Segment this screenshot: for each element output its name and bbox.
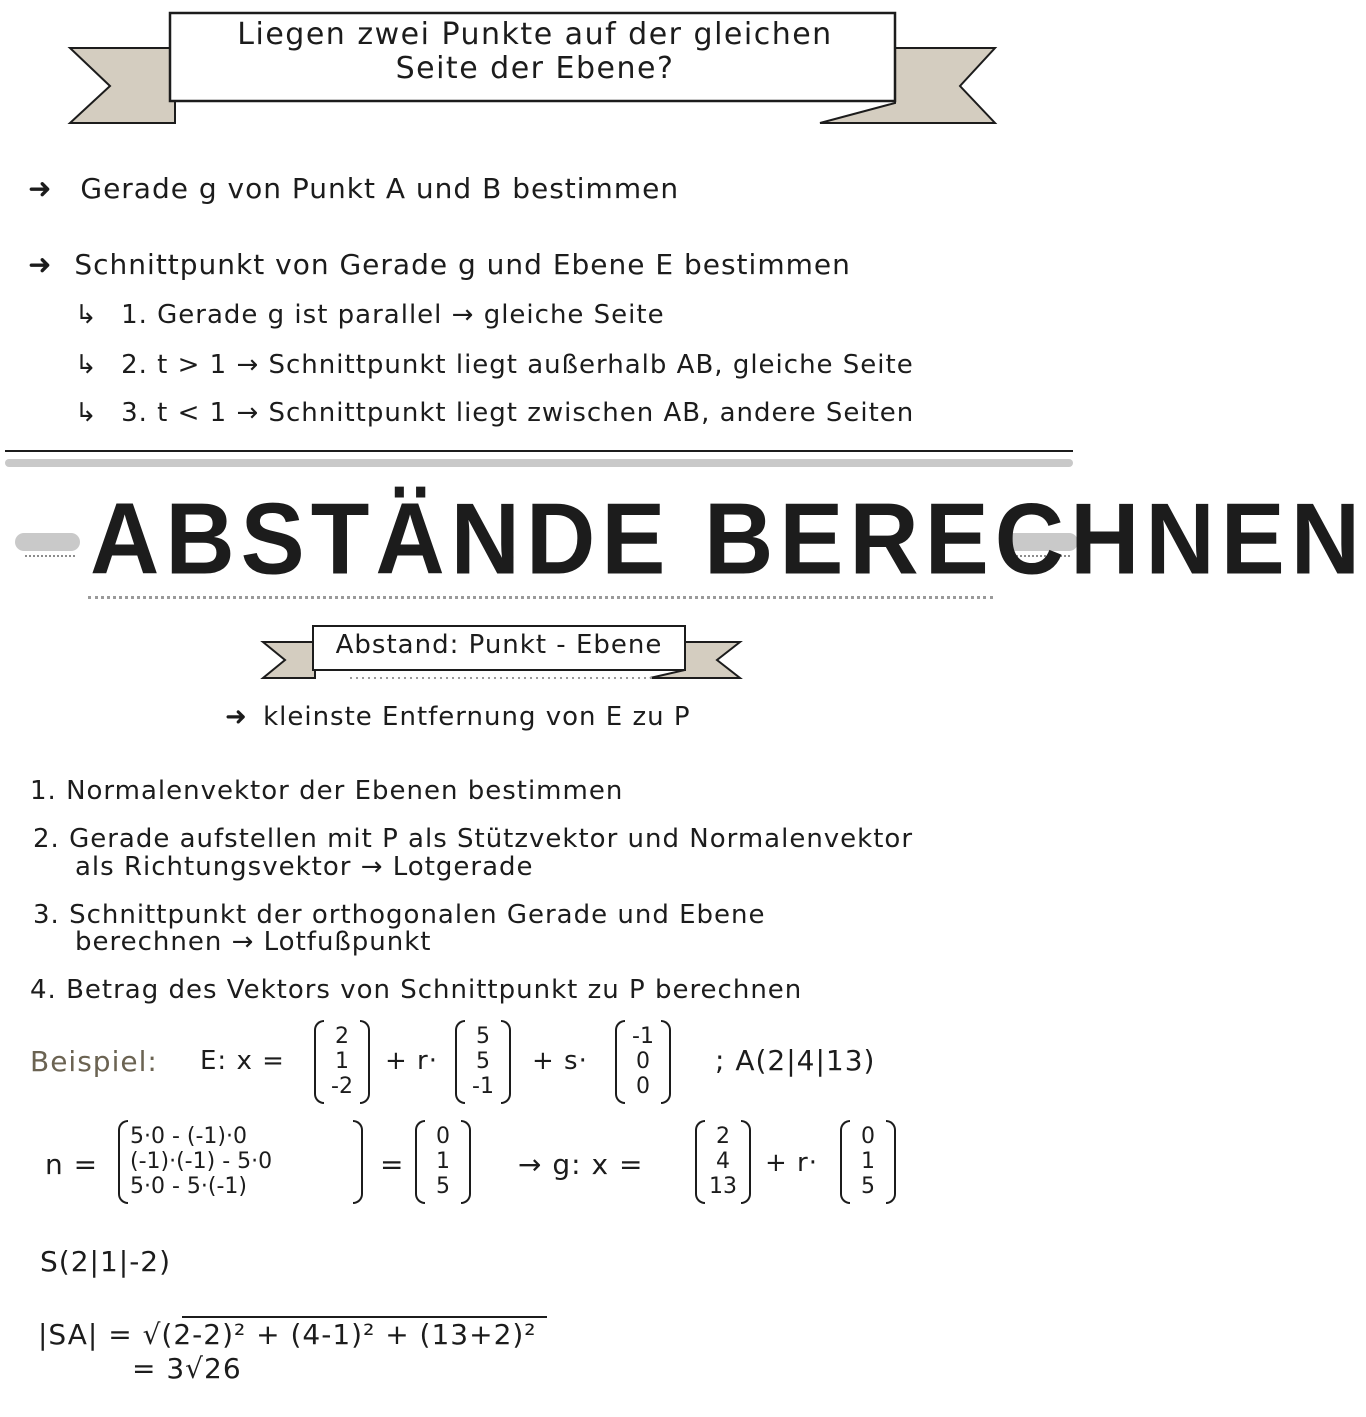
bracket-right (886, 1120, 896, 1204)
entry: 1 (861, 1149, 875, 1174)
title-bar-left (15, 533, 80, 551)
entry: 0 (861, 1124, 875, 1149)
entry: 13 (709, 1174, 737, 1199)
step-1-text: Gerade g von Punkt A und B bestimmen (80, 172, 680, 205)
entry: 5 (476, 1049, 490, 1074)
procedure-1: 1. Normalenvektor der Ebenen bestimmen (30, 776, 624, 806)
example-label: Beispiel: (30, 1045, 158, 1078)
definition (225, 702, 691, 732)
sub-banner-left-ribbon (263, 642, 315, 678)
banner-left-ribbon (70, 48, 175, 123)
page-title: ABSTÄNDE BERECHNEN (90, 483, 1366, 596)
bracket-right (741, 1120, 751, 1204)
entry: 0 (636, 1049, 650, 1074)
definition-text: kleinste Entfernung von E zu P (263, 702, 691, 732)
entry: -2 (331, 1074, 353, 1099)
return-arrow-icon: ↳ (75, 350, 98, 380)
step-1 (28, 172, 679, 205)
line-g-prefix: → g: x = (518, 1148, 644, 1181)
bracket-right (661, 1020, 671, 1104)
normal-calc-vector (118, 1120, 363, 1204)
point-a: ; A(2|4|13) (715, 1044, 876, 1077)
arrow-right-icon: ➜ (28, 248, 53, 281)
entry: 5 (476, 1024, 490, 1049)
plane-direction-vector-2 (615, 1020, 671, 1104)
line-plus-r: + r· (765, 1148, 819, 1178)
bracket-right (353, 1120, 363, 1204)
arrow-right-icon: ➜ (28, 172, 53, 205)
step-2 (28, 248, 851, 281)
entry: 5 (436, 1174, 450, 1199)
procedure-2b: als Richtungsvektor → Lotgerade (75, 852, 534, 882)
sub-banner-title: Abstand: Punkt - Ebene (335, 630, 663, 660)
banner-line-2: Seite der Ebene? (395, 51, 675, 86)
sqrt-overline (182, 1316, 547, 1318)
line-direction-vector (840, 1120, 896, 1204)
section-divider (5, 450, 1073, 452)
calc-entries (130, 1124, 351, 1199)
entry: 5·0 - 5·(-1) (130, 1174, 248, 1199)
line-support-vector (695, 1120, 751, 1204)
entry: 2 (335, 1024, 349, 1049)
plane-prefix: E: x = (200, 1046, 285, 1076)
case-2 (75, 350, 914, 380)
case-3 (75, 398, 914, 428)
entry: 0 (436, 1124, 450, 1149)
entry: 1 (436, 1149, 450, 1174)
entry: -1 (632, 1024, 654, 1049)
vector-entries (848, 1124, 888, 1199)
procedure-4: 4. Betrag des Vektors von Schnittpunkt zu P berechnen (30, 975, 803, 1005)
arrow-right-icon: ➜ (225, 702, 248, 732)
entry: 0 (636, 1074, 650, 1099)
entry: 1 (335, 1049, 349, 1074)
entry: 4 (716, 1149, 730, 1174)
vector-entries (463, 1024, 503, 1099)
entry: 5 (861, 1174, 875, 1199)
banner-line-1: Liegen zwei Punkte auf der gleichen (237, 17, 833, 52)
distance-line-2: = 3√26 (132, 1352, 242, 1385)
bracket-right (501, 1020, 511, 1104)
vector-entries (623, 1024, 663, 1099)
vector-entries (703, 1124, 743, 1199)
entry: -1 (472, 1074, 494, 1099)
entry: (-1)·(-1) - 5·0 (130, 1149, 273, 1174)
bracket-right (461, 1120, 471, 1204)
plus-r: + r· (385, 1046, 439, 1076)
n-prefix: n = (45, 1148, 99, 1181)
procedure-3a: 3. Schnittpunkt der orthogonalen Gerade und Ebene (33, 900, 766, 930)
entry: 2 (716, 1124, 730, 1149)
plus-s: + s· (532, 1046, 588, 1076)
title-dots-left (25, 555, 75, 557)
case-3-text: 3. t < 1 → Schnittpunkt liegt zwischen AB, andere Seiten (121, 398, 915, 428)
case-1 (75, 300, 665, 330)
return-arrow-icon: ↳ (75, 398, 98, 428)
distance-line-1: |SA| = √(2-2)² + (4-1)² + (13+2)² (38, 1318, 537, 1351)
procedure-2a: 2. Gerade aufstellen mit P als Stützvektor und Normalenvektor (33, 824, 914, 854)
normal-result-vector (415, 1120, 471, 1204)
case-2-text: 2. t > 1 → Schnittpunkt liegt außerhalb AB, gleiche Seite (121, 350, 914, 380)
return-arrow-icon: ↳ (75, 300, 98, 330)
entry: 5·0 - (-1)·0 (130, 1124, 248, 1149)
case-1-text: 1. Gerade g ist parallel → gleiche Seite (121, 300, 665, 330)
bracket-right (360, 1020, 370, 1104)
n-equals: = (380, 1148, 405, 1181)
plane-support-vector (314, 1020, 370, 1104)
step-2-text: Schnittpunkt von Gerade g und Ebene E bestimmen (74, 248, 851, 281)
bracket-left (118, 1120, 128, 1204)
title-underline (88, 596, 993, 599)
intersection-point: S(2|1|-2) (40, 1245, 172, 1278)
banner-title (175, 18, 895, 86)
vector-entries (322, 1024, 362, 1099)
section-divider-shadow (5, 459, 1073, 467)
plane-direction-vector-1 (455, 1020, 511, 1104)
vector-entries (423, 1124, 463, 1199)
procedure-3b: berechnen → Lotfußpunkt (75, 927, 432, 957)
